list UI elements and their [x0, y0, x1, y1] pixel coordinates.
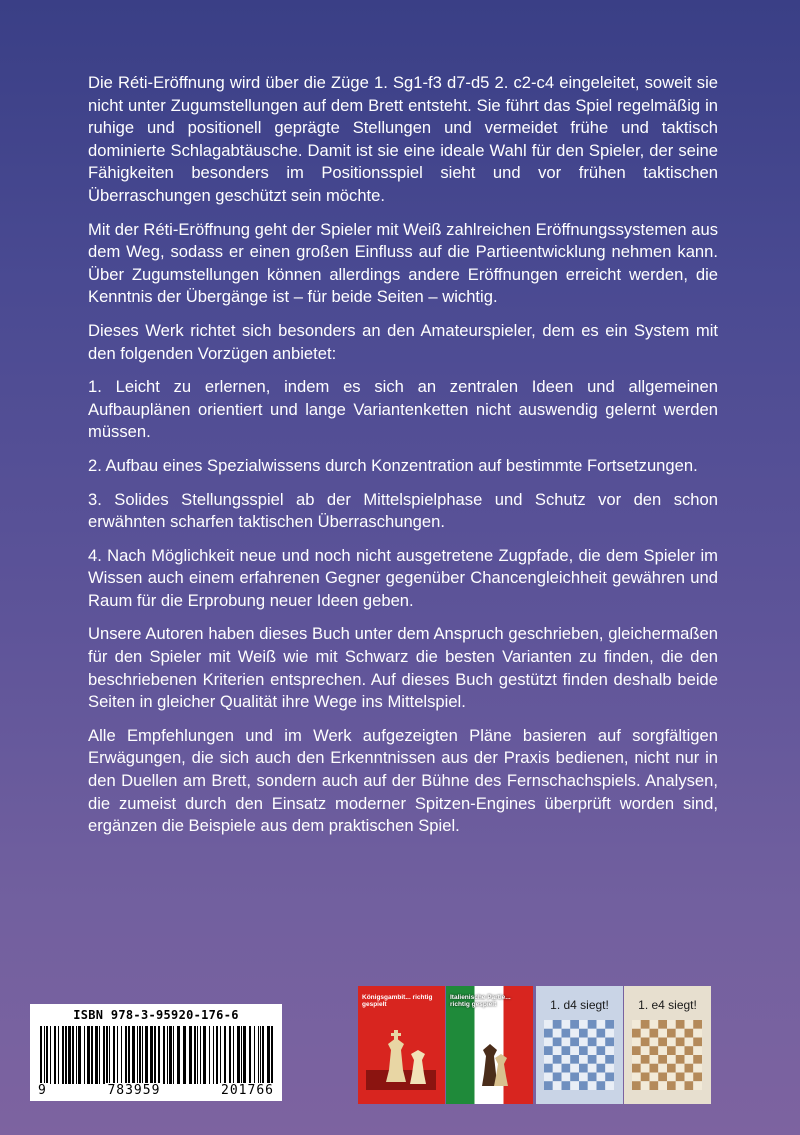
- board-square: [667, 1046, 676, 1055]
- board-square: [597, 1073, 606, 1082]
- board-square: [544, 1073, 553, 1082]
- board-square: [650, 1081, 659, 1090]
- board-square: [693, 1055, 702, 1064]
- board-square: [641, 1038, 650, 1047]
- board-square: [579, 1073, 588, 1082]
- barcode-bar: [267, 1026, 270, 1084]
- barcode-bar: [254, 1026, 255, 1084]
- paragraph: Die Réti-Eröffnung wird über die Züge 1. Sg1-f3 d7-d5 2. c2-c4 eingeleitet, soweit sie nicht unter Zugumstellungen auf dem Brett entsteht. Sie führt das Spiel regelmäßig in ruhige und positionell geprägte Stellungen und vermeidet frühe und taktisch dominierte Schlagabtäusche. Damit ist sie eine ideale Wahl für den Spieler, der seine Fähigkeiten besonders im Positionsspiel sieht und vor frühen taktischen Überraschungen geschützt sein möchte.: [88, 73, 718, 205]
- barcode-bar: [158, 1026, 160, 1084]
- paragraph: Unsere Autoren haben dieses Buch unter dem Anspruch geschrieben, gleichermaßen für den Spieler mit Weiß wie mit Schwarz die besten Varianten zu finden, die den beschriebenen Kriterien entsprechen. Auf dieses Buch gestützt finden deshalb beide Seiten in gleicher Qualität ihre Wege ins Mittelspiel.: [88, 624, 718, 712]
- barcode-bar: [262, 1026, 264, 1084]
- board-square: [588, 1073, 597, 1082]
- board-square: [605, 1073, 614, 1082]
- board-square: [632, 1081, 641, 1090]
- barcode-digit-first: 9: [38, 1083, 47, 1098]
- board-square: [641, 1064, 650, 1073]
- board-square: [570, 1046, 579, 1055]
- barcode-bar: [44, 1026, 45, 1084]
- board-square: [544, 1046, 553, 1055]
- barcode-bar: [72, 1026, 74, 1084]
- paragraph: 3. Solides Stellungsspiel ab der Mittelspielphase und Schutz vor den schon erwähnten scharfen taktischen Überraschungen.: [88, 489, 718, 532]
- barcode-bar: [258, 1026, 259, 1084]
- board-square: [553, 1055, 562, 1064]
- barcode-bar: [125, 1026, 127, 1084]
- board-square: [553, 1073, 562, 1082]
- barcode-bar: [169, 1026, 172, 1084]
- board-square: [676, 1046, 685, 1055]
- board-square: [570, 1020, 579, 1029]
- barcode-bar: [84, 1026, 85, 1084]
- board-square: [544, 1064, 553, 1073]
- board-square: [685, 1064, 694, 1073]
- paragraph: Mit der Réti-Eröffnung geht der Spieler mit Weiß zahlreichen Eröffnungssystemen aus dem Weg, sodass er einen großen Einfluss auf die Partieentwicklung nehmen kann. Über Zugumstellungen können allerdings andere Eröffnungen erreicht werden, die Kenntnis der Übergänge ist – für beide Seiten – wichtig.: [88, 219, 718, 307]
- board-square: [570, 1029, 579, 1038]
- board-square: [632, 1055, 641, 1064]
- barcode-bar: [220, 1026, 221, 1084]
- board-square: [570, 1073, 579, 1082]
- book-cover-koenigsgambit[interactable]: [358, 986, 445, 1104]
- barcode-bar: [54, 1026, 56, 1084]
- board-square: [553, 1029, 562, 1038]
- barcode-bar: [203, 1026, 206, 1084]
- board-square: [579, 1038, 588, 1047]
- barcode-digits-right: 201766: [221, 1083, 274, 1098]
- barcode-bar: [200, 1026, 201, 1084]
- barcode-bar: [137, 1026, 138, 1084]
- chess-pieces-image: [366, 1020, 436, 1090]
- board-square: [562, 1020, 571, 1029]
- barcode-bar: [213, 1026, 214, 1084]
- barcode-bar: [189, 1026, 192, 1084]
- board-square: [658, 1081, 667, 1090]
- board-square: [676, 1081, 685, 1090]
- barcode-bar: [58, 1026, 59, 1084]
- board-square: [667, 1038, 676, 1047]
- board-square: [605, 1020, 614, 1029]
- barcode-bar: [183, 1026, 186, 1084]
- board-square: [676, 1020, 685, 1029]
- board-square: [632, 1064, 641, 1073]
- board-square: [562, 1046, 571, 1055]
- barcode-bar: [87, 1026, 90, 1084]
- barcode-bar: [128, 1026, 130, 1084]
- board-square: [605, 1064, 614, 1073]
- board-square: [667, 1029, 676, 1038]
- barcode-bar: [68, 1026, 71, 1084]
- board-square: [632, 1038, 641, 1047]
- board-square: [588, 1055, 597, 1064]
- barcode-bar: [241, 1026, 242, 1084]
- board-square: [650, 1055, 659, 1064]
- barcode-bar: [173, 1026, 174, 1084]
- board-square: [650, 1020, 659, 1029]
- board-square: [693, 1046, 702, 1055]
- board-square: [693, 1064, 702, 1073]
- board-square: [650, 1029, 659, 1038]
- board-square: [641, 1073, 650, 1082]
- barcode-bar: [249, 1026, 251, 1084]
- cover-title: Königsgambit... richtig gespielt: [362, 994, 433, 1008]
- board-square: [693, 1020, 702, 1029]
- barcode-bar: [91, 1026, 93, 1084]
- board-square: [676, 1038, 685, 1047]
- board-square: [579, 1064, 588, 1073]
- board-square: [605, 1081, 614, 1090]
- board-square: [605, 1038, 614, 1047]
- chess-pieces-image: [454, 1020, 524, 1090]
- board-square: [553, 1081, 562, 1090]
- board-square: [597, 1046, 606, 1055]
- cover-title: 1. d4 siegt!: [550, 998, 609, 1012]
- barcode-bar: [117, 1026, 118, 1084]
- board-square: [658, 1073, 667, 1082]
- board-square: [693, 1073, 702, 1082]
- board-square: [579, 1081, 588, 1090]
- board-square: [597, 1038, 606, 1047]
- barcode-bar: [145, 1026, 148, 1084]
- board-square: [544, 1029, 553, 1038]
- board-square: [641, 1055, 650, 1064]
- board-square: [641, 1029, 650, 1038]
- barcode-bar: [142, 1026, 143, 1084]
- board-square: [632, 1046, 641, 1055]
- barcode-bar: [76, 1026, 77, 1084]
- board-square: [605, 1055, 614, 1064]
- paragraph: Dieses Werk richtet sich besonders an den Amateurspieler, dem es ein System mit den folgenden Vorzügen anbietet:: [88, 320, 718, 363]
- board-square: [597, 1064, 606, 1073]
- board-square: [570, 1038, 579, 1047]
- board-square: [544, 1055, 553, 1064]
- barcode-bar: [109, 1026, 110, 1084]
- barcode-bar: [233, 1026, 234, 1084]
- barcode-bar: [121, 1026, 122, 1084]
- board-square: [667, 1055, 676, 1064]
- barcode-bar: [260, 1026, 261, 1084]
- board-square: [650, 1038, 659, 1047]
- board-square: [579, 1055, 588, 1064]
- board-square: [605, 1046, 614, 1055]
- cover-title: 1. e4 siegt!: [638, 998, 697, 1012]
- board-square: [562, 1038, 571, 1047]
- board-square: [685, 1073, 694, 1082]
- board-square: [685, 1046, 694, 1055]
- board-square: [632, 1073, 641, 1082]
- back-cover-text: [88, 72, 718, 849]
- board-square: [685, 1081, 694, 1090]
- barcode-bar: [46, 1026, 48, 1084]
- board-square: [658, 1064, 667, 1073]
- board-square: [667, 1020, 676, 1029]
- barcode-bar: [229, 1026, 231, 1084]
- book-cover-d4-siegt[interactable]: [536, 986, 623, 1104]
- paragraph: Alle Empfehlungen und im Werk aufgezeigten Pläne basieren auf sorgfältigen Erwägungen, die sich auch den Erkenntnissen aus der Praxis bedienen, nicht nur in den Duellen am Brett, sondern auch auf der Bühne des Fernschachspiels. Analysen, die zumeist durch den Einsatz moderner Spitzen-Engines überprüft worden sind, ergänzen die Beispiele aus dem praktischen Spiel.: [88, 725, 718, 836]
- board-square: [588, 1081, 597, 1090]
- board-square: [650, 1073, 659, 1082]
- barcode-bar: [194, 1026, 196, 1084]
- board-square: [597, 1055, 606, 1064]
- board-square: [632, 1029, 641, 1038]
- board-square: [544, 1020, 553, 1029]
- barcode-bar: [50, 1026, 51, 1084]
- chessboard-image: [632, 1020, 702, 1090]
- board-square: [597, 1081, 606, 1090]
- board-square: [667, 1064, 676, 1073]
- board-square: [588, 1020, 597, 1029]
- board-square: [685, 1020, 694, 1029]
- board-square: [667, 1081, 676, 1090]
- paragraph: 2. Aufbau eines Spezialwissens durch Konzentration auf bestimmte Fortsetzungen.: [88, 455, 698, 475]
- paragraph: 4. Nach Möglichkeit neue und noch nicht ausgetretene Zugpfade, die dem Spieler im Wissen auch einem erfahrenen Gegner gegenüber Chancengleichheit gewähren und Raum für die Erprobung neuer Ideen geben.: [88, 545, 718, 610]
- cover-title: Italienische Partie... richtig gespielt: [450, 994, 511, 1008]
- board-square: [597, 1029, 606, 1038]
- barcode-bar: [237, 1026, 240, 1084]
- board-square: [641, 1046, 650, 1055]
- barcode-bar: [78, 1026, 81, 1084]
- board-square: [685, 1029, 694, 1038]
- isbn-barcode: [30, 1004, 282, 1101]
- board-square: [579, 1046, 588, 1055]
- board-square: [553, 1020, 562, 1029]
- board-square: [658, 1020, 667, 1029]
- board-square: [685, 1038, 694, 1047]
- board-square: [562, 1029, 571, 1038]
- isbn-label: ISBN 978-3-95920-176-6: [73, 1008, 239, 1022]
- board-square: [641, 1020, 650, 1029]
- board-square: [650, 1064, 659, 1073]
- board-square: [597, 1020, 606, 1029]
- board-square: [579, 1029, 588, 1038]
- barcode-bar: [99, 1026, 100, 1084]
- board-square: [605, 1029, 614, 1038]
- barcode-bar: [163, 1026, 165, 1084]
- board-square: [553, 1046, 562, 1055]
- board-square: [667, 1073, 676, 1082]
- chessboard-image: [544, 1020, 614, 1090]
- barcode-bar: [197, 1026, 198, 1084]
- board-square: [685, 1055, 694, 1064]
- board-square: [658, 1046, 667, 1055]
- barcode-bar: [139, 1026, 141, 1084]
- barcode-bar: [216, 1026, 218, 1084]
- board-square: [579, 1020, 588, 1029]
- barcode-bars: [40, 1026, 274, 1084]
- board-square: [570, 1055, 579, 1064]
- board-square: [553, 1064, 562, 1073]
- book-cover-e4-siegt[interactable]: [624, 986, 711, 1104]
- board-square: [562, 1064, 571, 1073]
- barcode-bar: [106, 1026, 108, 1084]
- barcode-bar: [95, 1026, 98, 1084]
- board-square: [570, 1081, 579, 1090]
- barcode-bar: [271, 1026, 273, 1084]
- board-square: [693, 1081, 702, 1090]
- barcode-bar: [65, 1026, 67, 1084]
- board-square: [650, 1046, 659, 1055]
- barcode-bar: [40, 1026, 42, 1084]
- barcode-bar: [243, 1026, 246, 1084]
- board-square: [676, 1064, 685, 1073]
- board-square: [544, 1038, 553, 1047]
- board-square: [588, 1038, 597, 1047]
- board-square: [562, 1055, 571, 1064]
- board-square: [693, 1029, 702, 1038]
- barcode-bar: [167, 1026, 168, 1084]
- barcode-bar: [132, 1026, 135, 1084]
- barcode-digits: [36, 1083, 276, 1098]
- board-square: [588, 1029, 597, 1038]
- barcode-bar: [62, 1026, 64, 1084]
- board-square: [658, 1038, 667, 1047]
- board-square: [588, 1064, 597, 1073]
- board-square: [562, 1081, 571, 1090]
- board-square: [658, 1055, 667, 1064]
- board-square: [641, 1081, 650, 1090]
- barcode-bar: [154, 1026, 156, 1084]
- board-square: [676, 1073, 685, 1082]
- paragraph: 1. Leicht zu erlernen, indem es sich an zentralen Ideen und allgemeinen Aufbauplänen orientiert und lange Variantenketten nicht auswendig gelernt werden müssen.: [88, 377, 718, 442]
- barcode-bar: [150, 1026, 153, 1084]
- board-square: [588, 1046, 597, 1055]
- board-square: [544, 1081, 553, 1090]
- barcode-digits-left: 783959: [107, 1083, 161, 1098]
- board-square: [676, 1055, 685, 1064]
- board-square: [676, 1029, 685, 1038]
- book-cover-italienische-partie[interactable]: [446, 986, 533, 1104]
- barcode-bar: [209, 1026, 210, 1084]
- barcode-bar: [103, 1026, 105, 1084]
- barcode-bar: [113, 1026, 115, 1084]
- board-square: [693, 1038, 702, 1047]
- board-square: [658, 1029, 667, 1038]
- board-square: [570, 1064, 579, 1073]
- board-square: [553, 1038, 562, 1047]
- board-square: [562, 1073, 571, 1082]
- barcode-bar: [177, 1026, 180, 1084]
- board-square: [632, 1020, 641, 1029]
- barcode-bar: [224, 1026, 226, 1084]
